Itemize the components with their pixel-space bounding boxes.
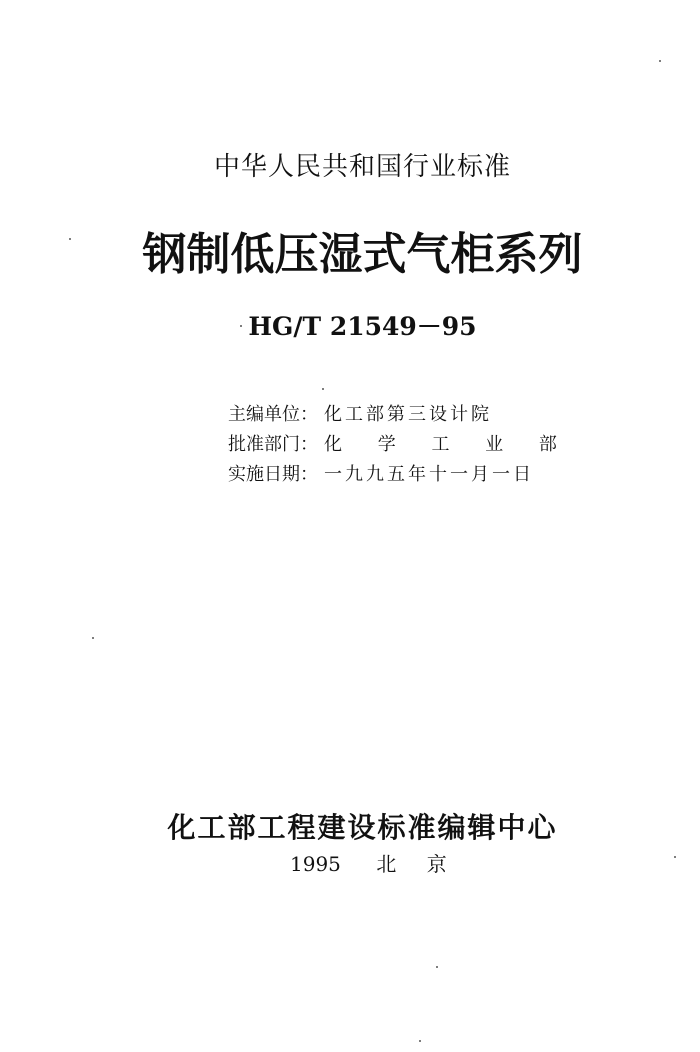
info-row-editor — [228, 400, 572, 430]
info-label: 批准部门： — [228, 434, 318, 455]
scan-speck — [240, 325, 242, 327]
scan-speck — [419, 1040, 421, 1042]
publication-city: 北 京 — [376, 852, 459, 876]
scan-speck — [92, 637, 94, 639]
scan-speck — [659, 60, 661, 62]
info-label: 主编单位： — [228, 404, 318, 425]
scan-speck — [674, 856, 676, 858]
info-block — [228, 400, 572, 490]
scan-speck — [69, 238, 71, 240]
publication-year: 1995 — [290, 852, 341, 876]
info-label: 实施日期： — [228, 464, 318, 485]
info-row-approver — [228, 430, 572, 460]
publication-line — [290, 848, 459, 877]
info-value: 化 学 工 业 部 — [324, 434, 572, 455]
scan-speck — [436, 966, 438, 968]
info-value: 化工部第三设计院 — [324, 404, 492, 425]
document-title: 钢制低压湿式气柜系列 — [142, 229, 583, 280]
standard-category: 中华人民共和国行业标准 — [213, 152, 511, 182]
info-value: 一九九五年十一月一日 — [324, 464, 534, 485]
info-row-effective-date — [228, 460, 572, 490]
publisher-name: 化工部工程建设标准编辑中心 — [167, 811, 558, 844]
standard-number: HG/T 21549－95 — [248, 312, 477, 341]
scan-speck — [322, 388, 324, 390]
